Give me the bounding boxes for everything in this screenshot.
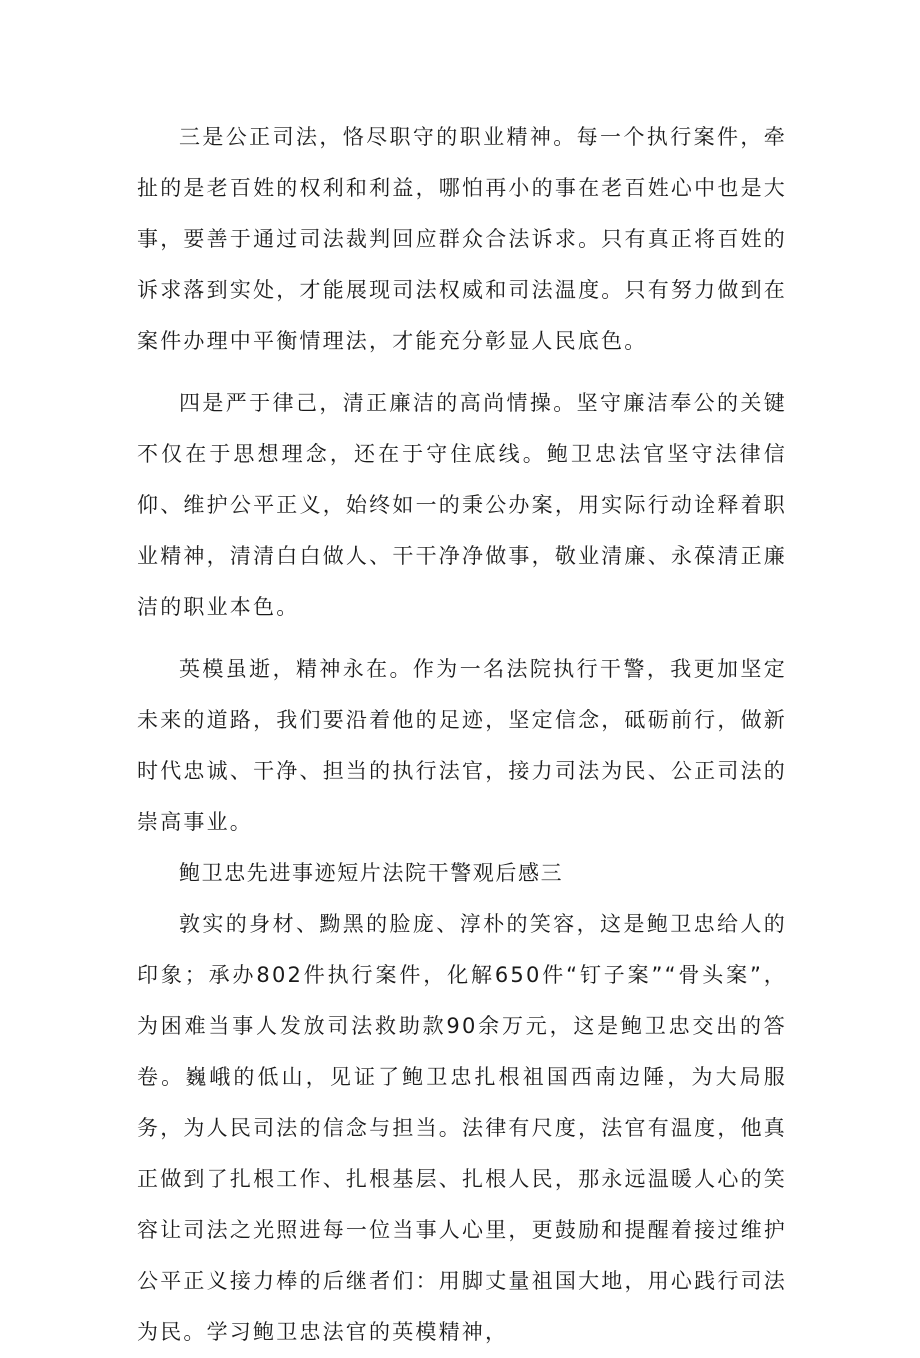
paragraph-spirit-lives-on: 英模虽逝，精神永在。作为一名法院执行干警，我更加坚定未来的道路，我们要沿着他的足迹，坚定信念，砥砺前行，做新时代忠诚、干净、担当的执行法官，接力司法为民、公正司法的崇高事业。 — [137, 657, 787, 834]
paragraph-self-discipline: 四是严于律己，清正廉洁的高尚情操。坚守廉洁奉公的关键不仅在于思想理念，还在于守住底线。鲍卫忠法官坚守法律信仰、维护公平正义，始终如一的秉公办案，用实际行动诠释着职业精神，清清白白做人、干干净净做事，敬业清廉、永葆清正廉洁的职业本色。 — [137, 391, 787, 619]
paragraph-impartial-justice: 三是公正司法，恪尽职守的职业精神。每一个执行案件，牵扯的是老百姓的权利和利益，哪怕再小的事在老百姓心中也是大事，要善于通过司法裁判回应群众合法诉求。只有真正将百姓的诉求落到实处，才能展现司法权威和司法温度。只有努力做到在案件办理中平衡情理法，才能充分彰显人民底色。 — [137, 125, 787, 353]
section-title: 鲍卫忠先进事迹短片法院干警观后感三 — [179, 861, 564, 885]
paragraph-bao-weizhong-profile: 敦实的身材、黝黑的脸庞、淳朴的笑容，这是鲍卫忠给人的印象；承办802件执行案件，化解650件“钉子案”“骨头案”，为困难当事人发放司法救助款90余万元，这是鲍卫忠交出的答卷。巍峨的低山，见证了鲍卫忠扎根祖国西南边陲，为大局服务，为人民司法的信念与担当。法律有尺度，法官有温度，他真正做到了扎根工作、扎根基层、扎根人民，那永远温暖人心的笑容让司法之光照进每一位当事人心里，更鼓励和提醒着接过维护公平正义接力棒的后继者们：用脚丈量祖国大地，用心践行司法为民。学习鲍卫忠法官的英模精神， — [137, 912, 787, 1344]
document-body — [137, 112, 787, 1358]
